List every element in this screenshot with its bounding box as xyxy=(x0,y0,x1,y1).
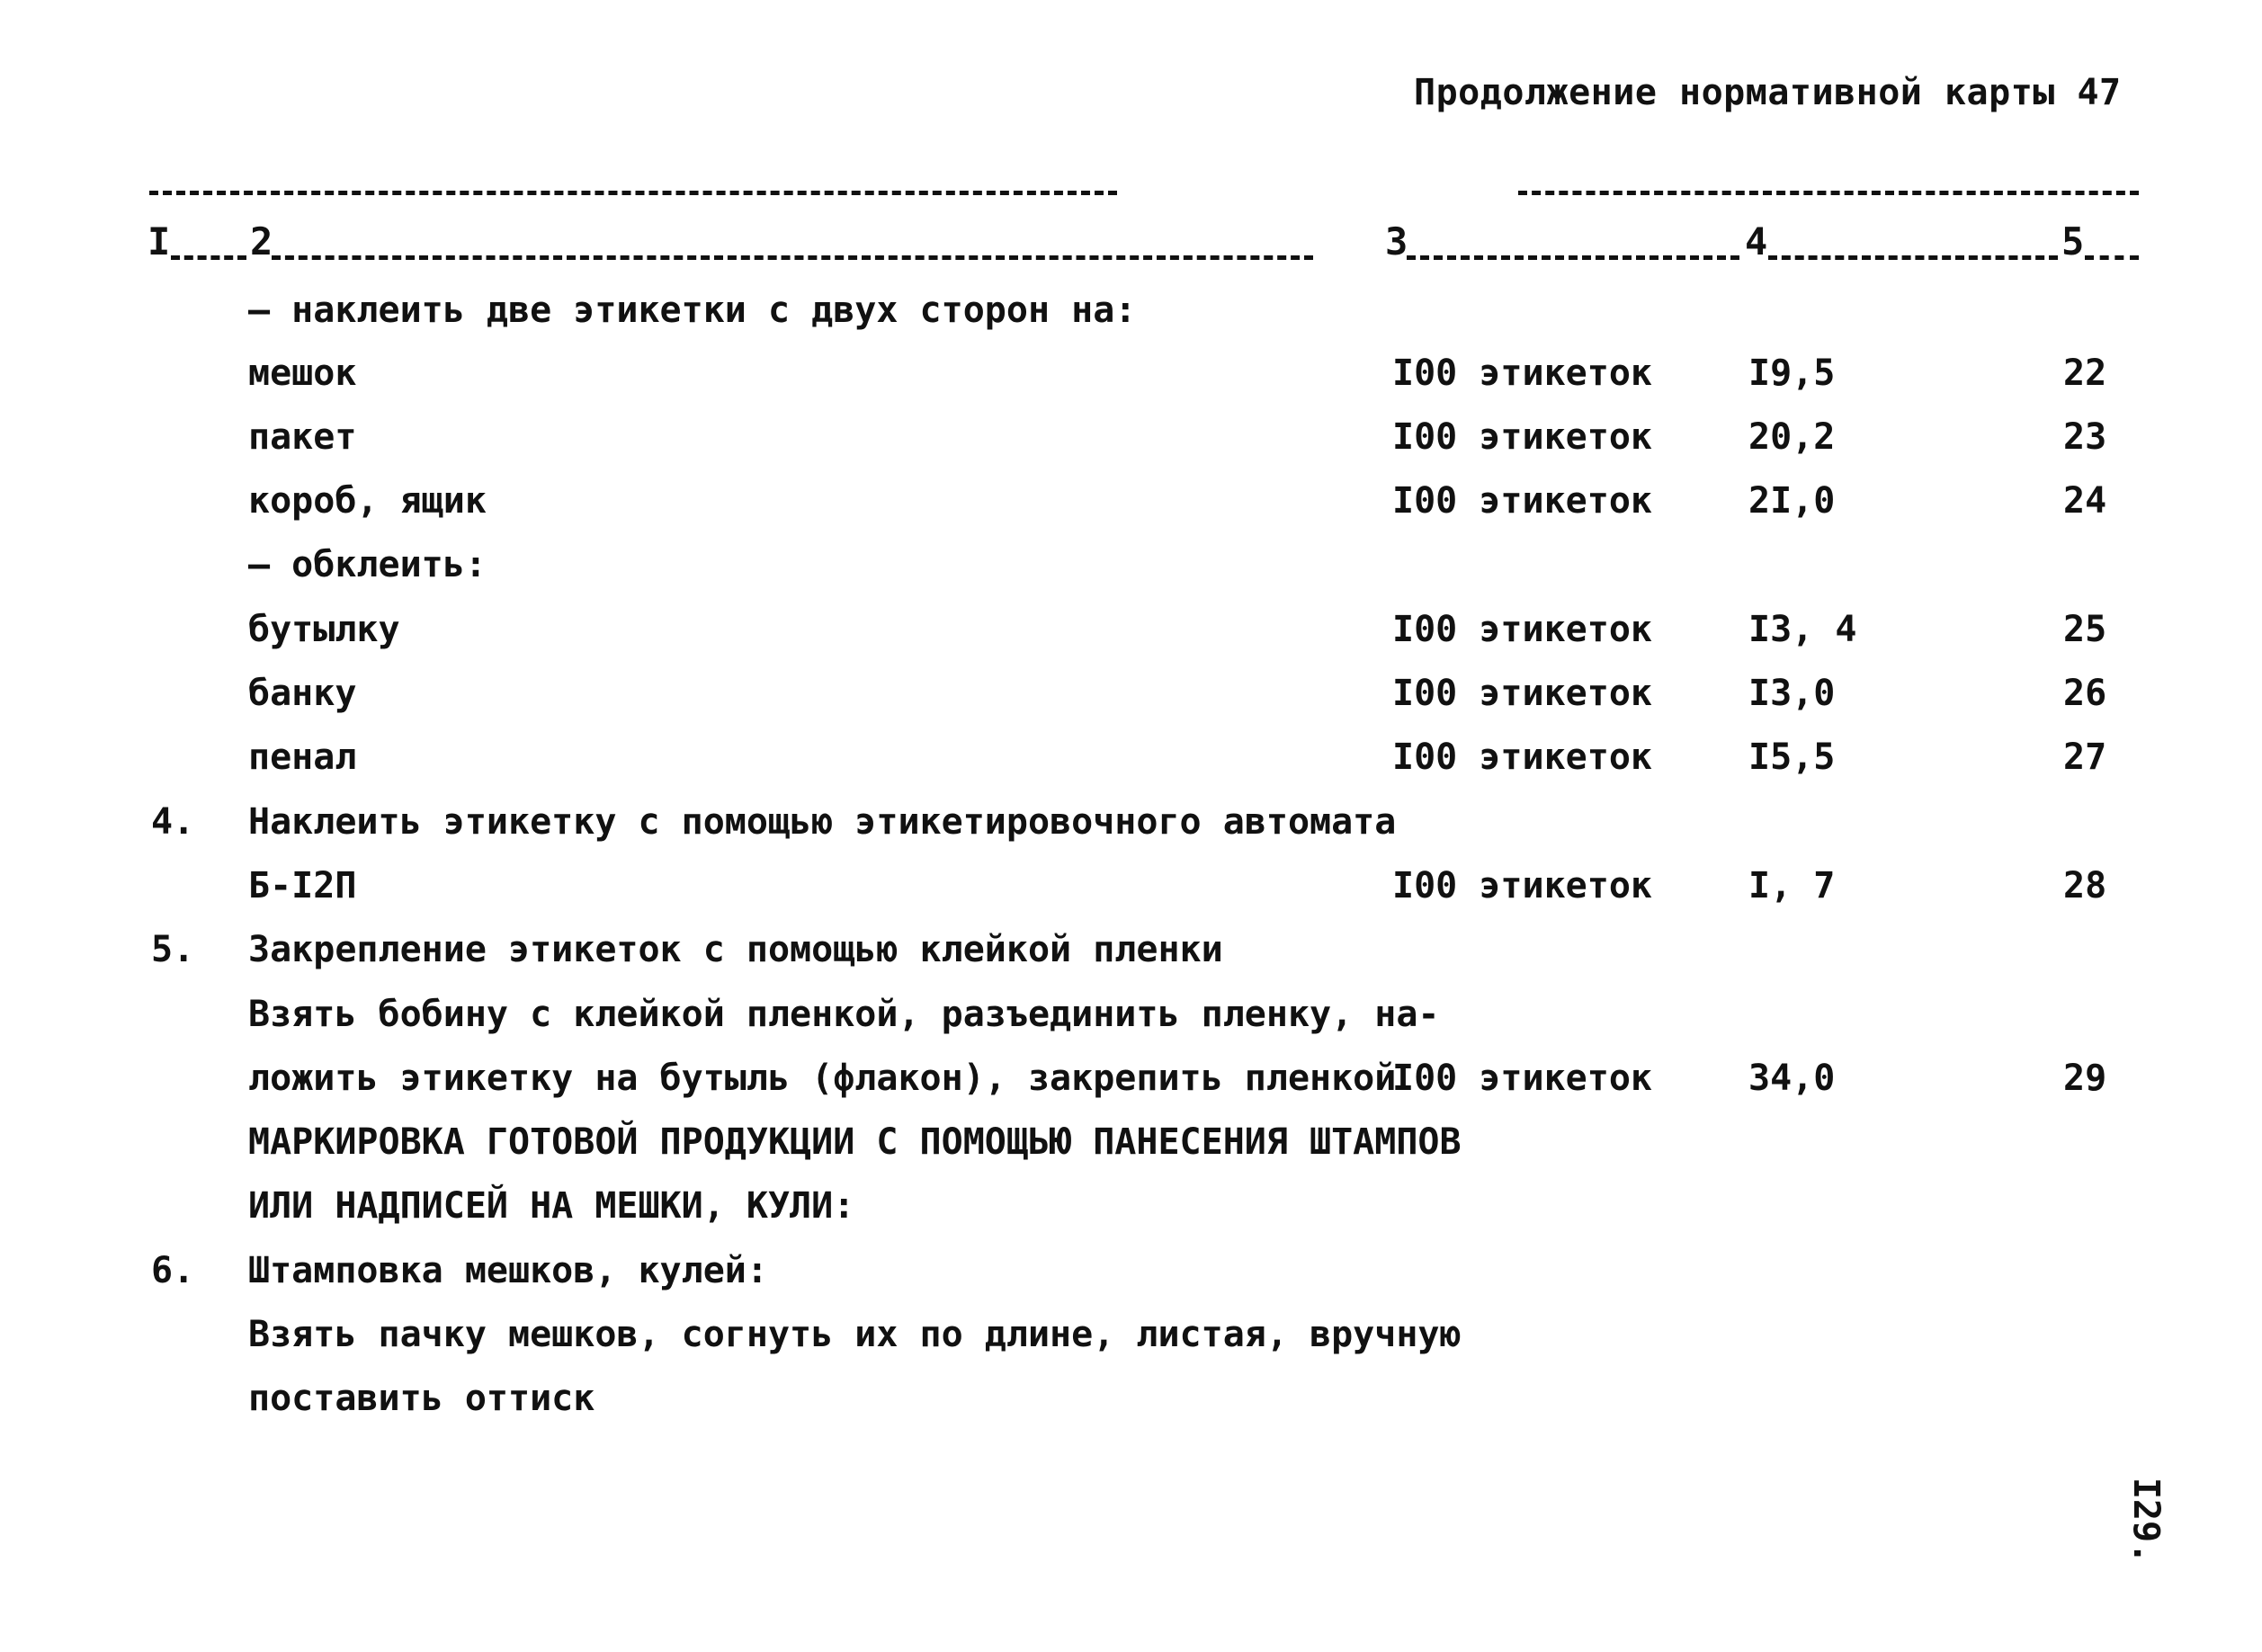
table-row-number: 4. xyxy=(151,801,195,843)
header-rule-3 xyxy=(1407,255,1739,260)
table-row-unit: I00 этикеток xyxy=(1392,1058,1652,1099)
table-row-text: Взять бобину с клейкой пленкой, разъединить пленку, на- xyxy=(248,994,1440,1035)
header-rule-5 xyxy=(2085,255,2139,260)
table-row-code: 26 xyxy=(2063,673,2107,714)
column-header-2: 2 xyxy=(250,219,273,263)
table-row-text: бутылку xyxy=(248,609,400,650)
column-header-5: 5 xyxy=(2061,219,2085,263)
table-row-value: I, 7 xyxy=(1748,865,1836,906)
table-row-unit: I00 этикеток xyxy=(1392,865,1652,906)
table-row-unit: I00 этикеток xyxy=(1392,737,1652,778)
table-row-text: МАРКИРОВКА ГОТОВОЙ ПРОДУКЦИИ С ПОМОЩЬЮ ПАНЕСЕНИЯ ШТАМПОВ xyxy=(248,1121,1462,1163)
table-row-text: ИЛИ НАДПИСЕЙ НА МЕШКИ, КУЛИ: xyxy=(248,1185,855,1227)
column-header-3: 3 xyxy=(1385,219,1408,263)
table-row-number: 6. xyxy=(151,1250,195,1291)
table-row-number: 5. xyxy=(151,929,195,970)
table-row-value: 2I,0 xyxy=(1748,480,1836,522)
header-rule-2 xyxy=(272,255,1313,260)
table-top-rule xyxy=(149,191,1117,195)
header-rule-1 xyxy=(171,255,246,260)
table-row-text: короб, ящик xyxy=(248,480,487,522)
table-row-text: пенал xyxy=(248,737,357,778)
table-row-unit: I00 этикеток xyxy=(1392,353,1652,394)
table-row-text: – обклеить: xyxy=(248,544,487,585)
table-row-code: 28 xyxy=(2063,865,2107,906)
table-row-unit: I00 этикеток xyxy=(1392,673,1652,714)
table-row-value: 20,2 xyxy=(1748,416,1836,458)
table-row-code: 22 xyxy=(2063,353,2107,394)
table-row-code: 23 xyxy=(2063,416,2107,458)
column-header-1: I xyxy=(148,219,171,263)
table-row-text: Наклеить этикетку с помощью этикетировочного автомата xyxy=(248,801,1397,843)
table-row-code: 29 xyxy=(2063,1058,2107,1099)
table-row-text: ложить этикетку на бутыль (флакон), закрепить пленкой xyxy=(248,1058,1397,1099)
table-row-unit: I00 этикеток xyxy=(1392,416,1652,458)
table-row-text: Б-I2П xyxy=(248,865,357,906)
table-row-unit: I00 этикеток xyxy=(1392,480,1652,522)
page-title: Продолжение нормативной карты 47 xyxy=(1414,72,2122,113)
table-row-unit: I00 этикеток xyxy=(1392,609,1652,650)
table-row-text: пакет xyxy=(248,416,357,458)
table-row-value: I9,5 xyxy=(1748,353,1836,394)
table-row-text: – наклеить две этикетки с двух сторон на: xyxy=(248,290,1137,331)
column-header-4: 4 xyxy=(1745,219,1768,263)
table-row-text: Штамповка мешков, кулей: xyxy=(248,1250,768,1291)
table-row-text: Взять пачку мешков, согнуть их по длине, листая, вручную xyxy=(248,1314,1462,1355)
table-row-text: поставить оттиск xyxy=(248,1378,595,1419)
table-row-text: Закрепление этикеток с помощью клейкой пленки xyxy=(248,929,1223,970)
table-row-text: мешок xyxy=(248,353,357,394)
table-row-value: I3,0 xyxy=(1748,673,1836,714)
table-row-value: I3, 4 xyxy=(1748,609,1857,650)
table-row-code: 24 xyxy=(2063,480,2107,522)
header-rule-4 xyxy=(1768,255,2058,260)
table-row-value: I5,5 xyxy=(1748,737,1836,778)
table-row-text: банку xyxy=(248,673,357,714)
table-row-code: 27 xyxy=(2063,737,2107,778)
page-number: I29. xyxy=(2125,1477,2168,1565)
table-row-value: 34,0 xyxy=(1748,1058,1836,1099)
table-row-code: 25 xyxy=(2063,609,2107,650)
table-top-rule-right xyxy=(1518,191,2139,195)
